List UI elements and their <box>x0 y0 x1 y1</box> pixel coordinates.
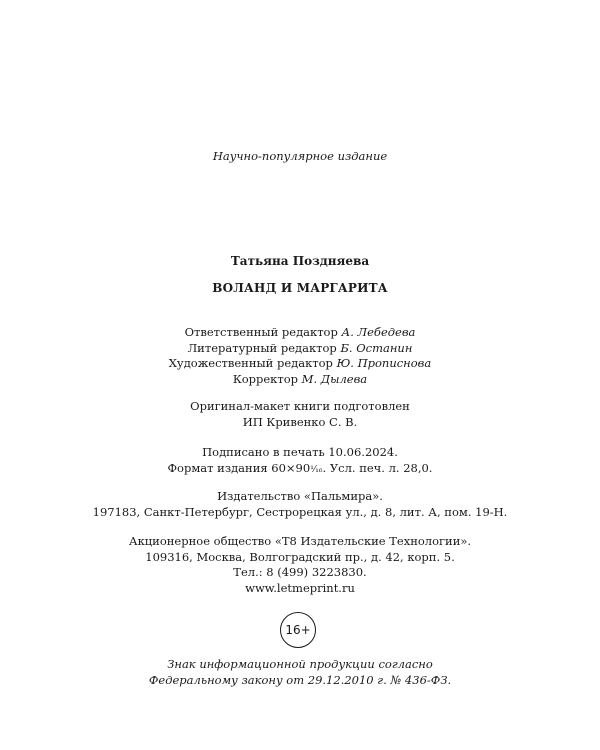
credit-role: Ответственный редактор <box>184 325 338 339</box>
publisher-name: Издательство «Пальмира». <box>217 489 383 503</box>
printer-phone: Тел.: 8 (499) 3223830. <box>233 565 367 579</box>
book-author: Татьяна Поздняева <box>230 254 370 268</box>
publication-genre: Научно-популярное издание <box>212 149 388 163</box>
credit-role: Литературный редактор <box>187 340 337 355</box>
layout-note-block <box>0 399 600 430</box>
print-info-block <box>0 445 600 478</box>
credit-role: Художественный редактор <box>168 356 333 370</box>
format-prefix: Формат издания 60×90 <box>167 460 311 475</box>
format-suffix: . Усл. печ. л. 28,0. <box>322 460 433 475</box>
age-rating-badge: 16+ <box>280 612 316 648</box>
printer-block <box>0 534 600 596</box>
credit-line <box>0 356 600 372</box>
credit-line <box>0 372 600 388</box>
credit-line <box>0 341 600 357</box>
credit-name: Ю. Прописнова <box>336 356 432 370</box>
printer-name: Акционерное общество «Т8 Издательские Технологии». <box>128 534 472 548</box>
printer-website: www.letmeprint.ru <box>245 580 355 595</box>
credit-name: А. Лебедева <box>341 325 416 339</box>
layout-note-line: Оригинал-макет книги подготовлен <box>190 399 410 413</box>
information-product-notice <box>0 656 600 688</box>
credits-block <box>0 325 600 387</box>
book-title: ВОЛАНД И МАРГАРИТА <box>212 281 388 295</box>
signed-for-print: Подписано в печать 10.06.2024. <box>202 445 398 459</box>
format-line <box>0 461 600 479</box>
notice-line: Федеральному закону от 29.12.2010 г. № 436-ФЗ. <box>148 673 452 687</box>
credit-role: Корректор <box>232 371 299 386</box>
credit-line <box>0 325 600 341</box>
notice-line: Знак информационной продукции согласно <box>167 657 433 671</box>
layout-note-line: ИП Кривенко С. В. <box>242 414 358 429</box>
printer-address: 109316, Москва, Волгоградский пр., д. 42, корп. 5. <box>145 549 455 564</box>
credit-name: Б. Останин <box>340 340 413 355</box>
format-fraction: ¹⁄₁₆ <box>310 464 323 475</box>
publisher-address: 197183, Санкт-Петербург, Сестрорецкая ул., д. 8, лит. А, пом. 19-Н. <box>92 504 508 519</box>
credit-name: М. Дылева <box>301 371 368 386</box>
publisher-block <box>0 489 600 520</box>
